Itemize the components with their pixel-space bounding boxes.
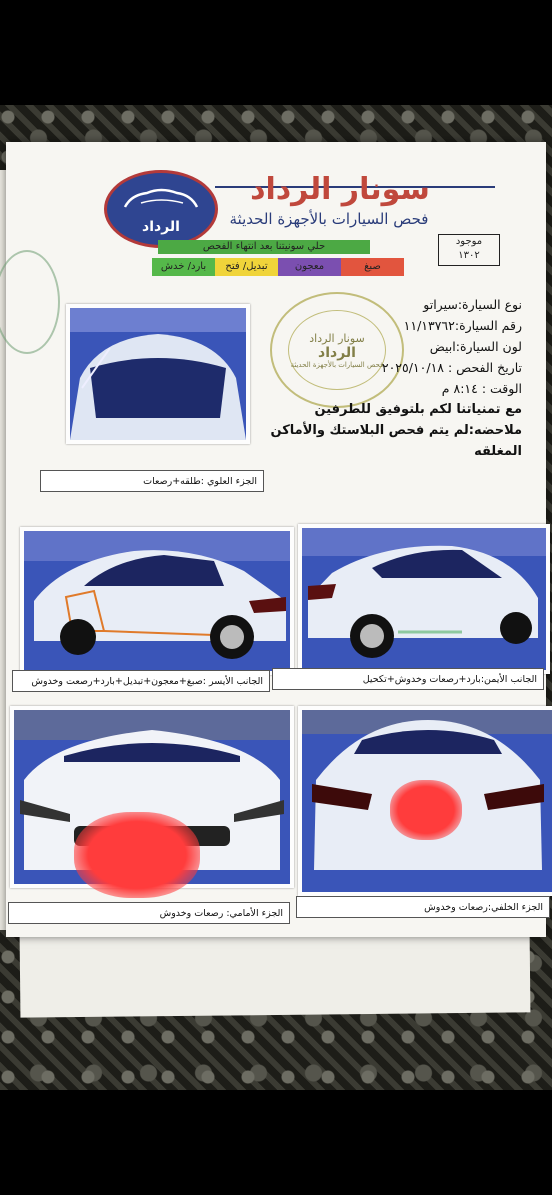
license-plate-redaction-rear	[390, 780, 462, 840]
license-plate-redaction-front	[74, 812, 200, 898]
legend-item-putty: معجون	[278, 258, 341, 276]
caption-top: الجزء العلوي :طلقه+رصعات	[40, 470, 264, 492]
caption-front: الجزء الأمامي: رصعات وخدوش	[8, 902, 290, 924]
brand-logo	[104, 170, 218, 248]
underlying-sheet-bottom	[20, 927, 531, 1017]
legend-item-replaced: تبديل/ فتح	[215, 258, 278, 276]
color-legend	[152, 240, 404, 276]
car-color: لون السيارة:ابيض	[429, 339, 522, 354]
legend-note: حلي سونيتنا بعد انتهاء الفحص	[158, 240, 370, 254]
brand-name: سونار الرداد	[250, 172, 430, 207]
inspection-time: الوقت : ٨:١٤ م	[441, 381, 522, 396]
caption-left-side: الجانب الأيسر :صبغ+معجون+تبديل+بارد+رصعت وخدوش	[12, 670, 270, 692]
legend-row	[152, 258, 404, 276]
car-info-block	[270, 294, 522, 462]
wish-line: مع تمنياتنا لكم بلتوفيق للطرفين	[314, 402, 522, 417]
stamp-line1: سونار الرداد	[309, 331, 365, 345]
stamp-line2: الرداد	[318, 344, 356, 361]
caption-rear: الجزء الخلفي:رصعات وخدوش	[296, 896, 550, 918]
handwritten-stamp-box	[438, 234, 500, 266]
car-outline-icon	[121, 185, 201, 215]
car-type: نوع السيارة:سيراتو	[423, 297, 522, 312]
stamp-box-line1: موجود	[455, 236, 483, 247]
legend-item-paint: صبغ	[341, 258, 404, 276]
photo-top-roof	[66, 304, 250, 444]
caption-right-side: الجانب الأيمن:بارد+رصعات وخدوش+تكحيل	[272, 668, 544, 690]
note-line-1: ملاحضه:لم يتم فحص البلاستك والأماكن	[270, 423, 522, 438]
inspection-date: تاريخ الفحص : ٢٠٢٥/١٠/١٨	[381, 360, 522, 375]
photo-right-side	[298, 524, 550, 674]
stamp-line3: فحص السيارات بالأجهزة الحديثة	[290, 360, 384, 369]
car-number: رقم السيارة:١١/١٣٧٦٢	[403, 318, 522, 333]
brand-subtitle: فحص السيارات بالأجهزة الحديثة	[229, 210, 429, 228]
photo-left-side	[20, 527, 294, 675]
legend-item-scratch: بارد/ خدش	[152, 258, 215, 276]
stamp-box-line2: ١٣٠٢	[458, 250, 480, 261]
note-line-2: المغلقه	[474, 444, 522, 459]
logo-text: الرداد	[142, 219, 180, 235]
